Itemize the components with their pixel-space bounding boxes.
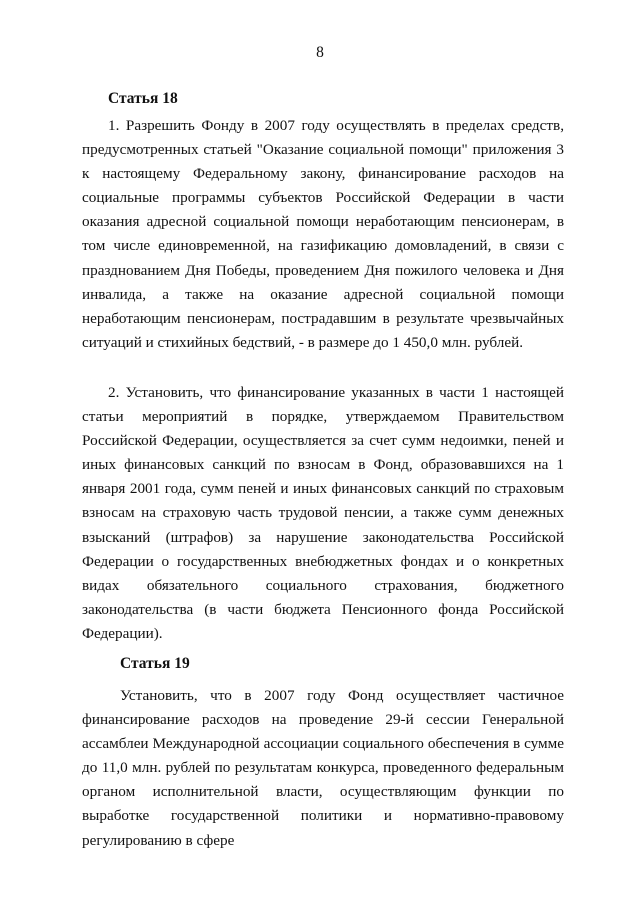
article-19-paragraph-1: Установить, что в 2007 году Фонд осуществляет частичное финансирование расходов на проведение 29-й сессии Генеральной ассамблеи Международной ассоциации социального обеспечения в сумме до 11,0 млн. рублей по результатам конкурса, проведенного федеральным органом исполнительной власти, осуществляющим функции по выработке государственной политики и нормативно-правовому регулированию в сфере <box>82 687 564 849</box>
article-19-heading: Статья 19 <box>120 655 190 672</box>
article-18-paragraph-2: 2. Установить, что финансирование указанных в части 1 настоящей статьи мероприятий в порядке, утверждаемом Правительством Российской Федерации, осуществляется за счет сумм недоимки, пеней и иных финансовых санкций по взносам в Фонд, образовавшихся на 1 января 2001 года, сумм пеней и иных финансовых санкций по страховым взносам на страховую часть трудовой пенсии, а также сумм денежных взысканий (штрафов) за нарушение законодательства Российской Федерации о государственных внебюджетных фондах и о конкретных видах обязательного социального страхования, бюджетного законодательства (в части бюджета Пенсионного фонда Российской Федерации). <box>82 384 564 642</box>
page-number: 8 <box>316 44 324 61</box>
article-18-heading: Статья 18 <box>108 90 178 107</box>
article-18-paragraph-1: 1. Разрешить Фонду в 2007 году осуществлять в пределах средств, предусмотренных статьей "Оказание социальной помощи" приложения 3 к настоящему Федеральному закону, финансирование расходов на социальные программы субъектов Российской Федерации в части оказания адресной социальной помощи неработающим пенсионерам, в том числе единовременной, на газификацию домовладений, в связи с празднованием Дня Победы, проведением Дня пожилого человека и Дня инвалида, а также на оказание адресной социальной помощи неработающим пенсионерам, пострадавшим в результате чрезвычайных ситуаций и стихийных бедствий, - в размере до 1 450,0 млн. рублей. <box>82 117 564 351</box>
